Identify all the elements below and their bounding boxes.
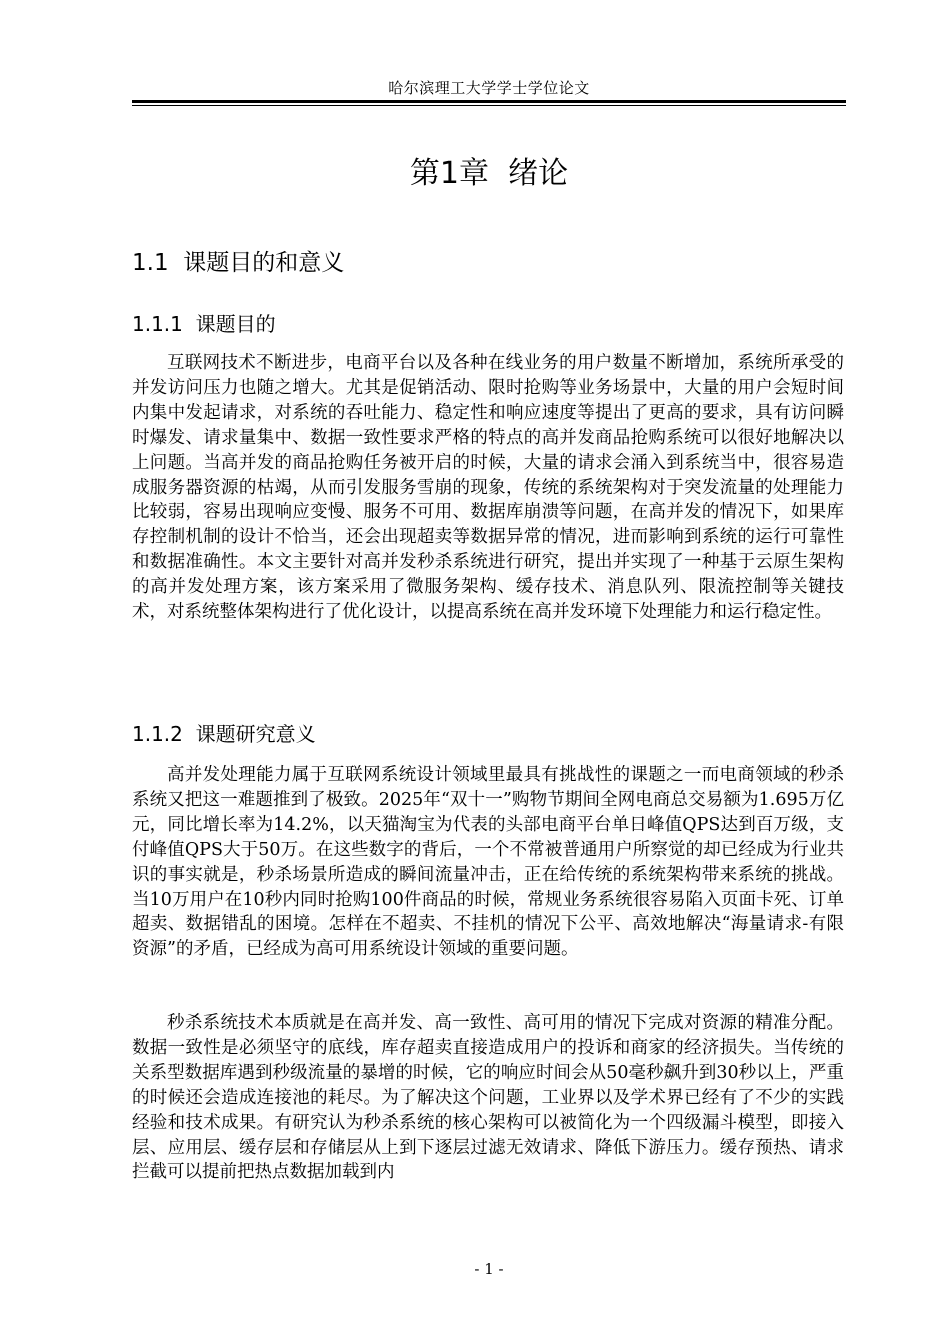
header-rule-thin <box>132 105 846 106</box>
page-number: - 1 - <box>474 1260 504 1278</box>
running-header: 哈尔滨理工大学学士学位论文 <box>388 79 590 97</box>
header-rule-thick <box>132 100 846 103</box>
subsection-heading: 1.1.2 课题研究意义 <box>132 722 316 746</box>
chapter-title: 第1章 绪论 <box>409 156 569 191</box>
body-paragraph: 互联网技术不断进步，电商平台以及各种在线业务的用户数量不断增加，系统所承受的并发访问压力也随之增大。尤其是促销活动、限时抢购等业务场景中，大量的用户会短时间内集中发起请求，对系统的吞吐能力、稳定性和响应速度等提出了更高的要求，具有访问瞬时爆发、请求量集中、数据一致性要求严格的特点的高并发商品抢购系统可以很好地解决以上问题。当高并发的商品抢购任务被开启的时候，大量的请求会涌入到系统当中，很容易造成服务器资源的枯竭，从而引发服务雪崩的现象，传统的系统架构对于突发流量的处理能力比较弱，容易出现响应变慢、服务不可用、数据库崩溃等问题，在高并发的情况下，如果库存控制机制的设计不恰当，还会出现超卖等数据异常的情况，进而影响到系统的运行可靠性和数据准确性。本文主要针对高并发秒杀系统进行研究，提出并实现了一种基于云原生架构的高并发处理方案，该方案采用了微服务架构、缓存技术、消息队列、限流控制等关键技术，对系统整体架构进行了优化设计，以提高系统在高并发环境下处理能力和运行稳定性。 <box>132 353 844 623</box>
body-paragraph: 高并发处理能力属于互联网系统设计领域里最具有挑战性的课题之一而电商领域的秒杀系统又把这一难题推到了极致。2025年“双十一”购物节期间全网电商总交易额为1.695万亿元，同比增长率为14.2%，以天猫淘宝为代表的头部电商平台单日峰值QPS达到百万级，支付峰值QPS大于50万。在这些数字的背后，一个不常被普通用户所察觉的却已经成为行业共识的事实就是，秒杀场景所造成的瞬间流量冲击，正在给传统的系统架构带来系统的挑战。当10万用户在10秒内同时抢购100件商品的时候，常规业务系统很容易陷入页面卡死、订单超卖、数据错乱的困境。怎样在不超卖、不挂机的情况下公平、高效地解决“海量请求-有限资源”的矛盾，已经成为高可用系统设计领域的重要问题。 <box>132 765 844 960</box>
body-paragraph: 秒杀系统技术本质就是在高并发、高一致性、高可用的情况下完成对资源的精准分配。数据一致性是必须坚守的底线，库存超卖直接造成用户的投诉和商家的经济损失。当传统的关系型数据库遇到秒级流量的暴增的时候，它的响应时间会从50毫秒飙升到30秒以上，严重的时候还会造成连接池的耗尽。为了解决这个问题，工业界以及学术界已经有了不少的实践经验和技术成果。有研究认为秒杀系统的核心架构可以被简化为一个四级漏斗模型，即接入层、应用层、缓存层和存储层从上到下逐层过滤无效请求、降低下游压力。缓存预热、请求拦截可以提前把热点数据加载到内 <box>132 1013 844 1183</box>
subsection-heading: 1.1.1 课题目的 <box>132 312 276 336</box>
section-heading: 1.1 课题目的和意义 <box>132 250 345 276</box>
